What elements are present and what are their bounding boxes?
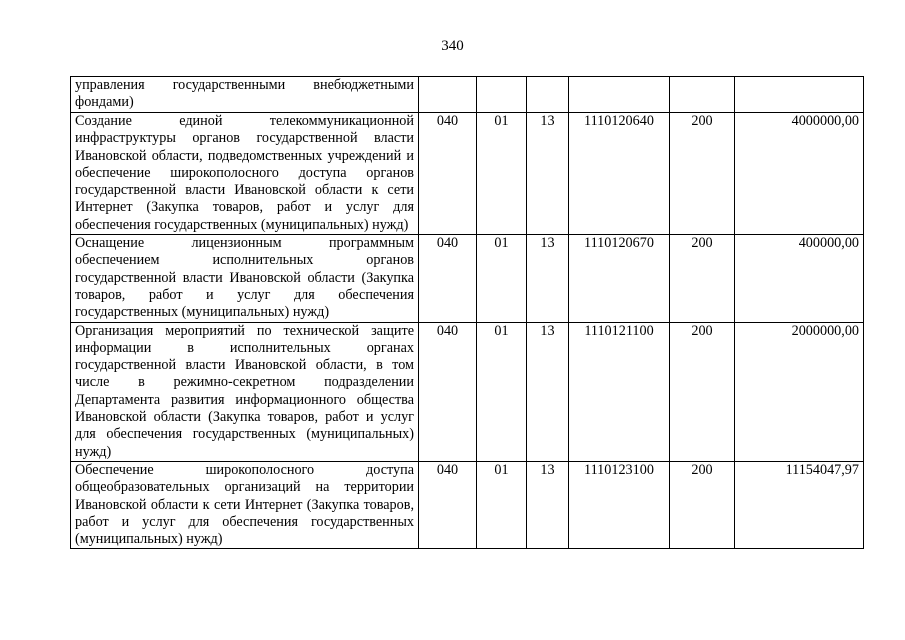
section-code-cell: 01: [477, 322, 527, 461]
table-row: [71, 77, 864, 113]
expense-description-cell: [71, 77, 419, 113]
expense-type-cell: 200: [670, 322, 735, 461]
ministry-code-cell: 040: [419, 461, 477, 548]
subsection-code-cell: 13: [527, 113, 569, 235]
expense-description: управления государственными внебюджетными фондами): [75, 77, 414, 111]
expense-description: Обеспечение широкополосного доступа общеобразовательных организаций на территории Ивановской области к сети Интернет (Закупка товаров, работ и услуг для обеспечения государственных (муниципальных) нужд): [75, 461, 414, 548]
ministry-code-cell: 040: [419, 113, 477, 235]
section-code-cell: 01: [477, 461, 527, 548]
page-number: 340: [441, 38, 464, 54]
expense-description: Оснащение лицензионным программным обеспечением исполнительных органов государственной власти Ивановской области (Закупка товаров, работ и услуг для обеспечения государственных (муниципальных) нужд): [75, 235, 414, 321]
ministry-code-cell: 040: [419, 235, 477, 322]
amount-cell: 4000000,00: [735, 113, 864, 235]
target-article-cell: [569, 77, 670, 113]
table-row: [71, 235, 864, 322]
section-code-cell: 01: [477, 113, 527, 235]
target-article-cell: 1110123100: [569, 461, 670, 548]
target-article-cell: 1110121100: [569, 322, 670, 461]
expense-description-cell: [71, 461, 419, 548]
table-row: [71, 461, 864, 548]
target-article-cell: 1110120670: [569, 235, 670, 322]
expense-description-cell: [71, 235, 419, 322]
expense-type-cell: 200: [670, 113, 735, 235]
section-code-cell: 01: [477, 235, 527, 322]
amount-cell: 11154047,97: [735, 461, 864, 548]
ministry-code-cell: [419, 77, 477, 113]
expense-description-cell: [71, 322, 419, 461]
expense-type-cell: [670, 77, 735, 113]
expense-type-cell: 200: [670, 235, 735, 322]
subsection-code-cell: 13: [527, 322, 569, 461]
subsection-code-cell: 13: [527, 235, 569, 322]
amount-cell: 2000000,00: [735, 322, 864, 461]
ministry-code-cell: 040: [419, 322, 477, 461]
expense-description-cell: [71, 113, 419, 235]
subsection-code-cell: [527, 77, 569, 113]
amount-cell: 400000,00: [735, 235, 864, 322]
subsection-code-cell: 13: [527, 461, 569, 548]
expense-type-cell: 200: [670, 461, 735, 548]
target-article-cell: 1110120640: [569, 113, 670, 235]
section-code-cell: [477, 77, 527, 113]
expense-description: Организация мероприятий по технической защите информации в исполнительных органах государственной власти Ивановской области, в том числе в режимно-секретном подразделении Департамента развития информационного общества Ивановской области (Закупка товаров, работ и услуг для обеспечения государственных (муниципальных) нужд): [75, 322, 414, 460]
amount-cell: [735, 77, 864, 113]
table-row: [71, 322, 864, 461]
expense-description: Создание единой телекоммуникационной инфраструктуры органов государственной власти Ивановской области, подведомственных учреждений и обеспечение широкополосного доступа органов государственной власти Ивановской области к сети Интернет (Закупка товаров, работ и услуг для обеспечения государственных (муниципальных) нужд): [75, 113, 414, 233]
table-row: [71, 113, 864, 235]
budget-table: [70, 76, 864, 549]
